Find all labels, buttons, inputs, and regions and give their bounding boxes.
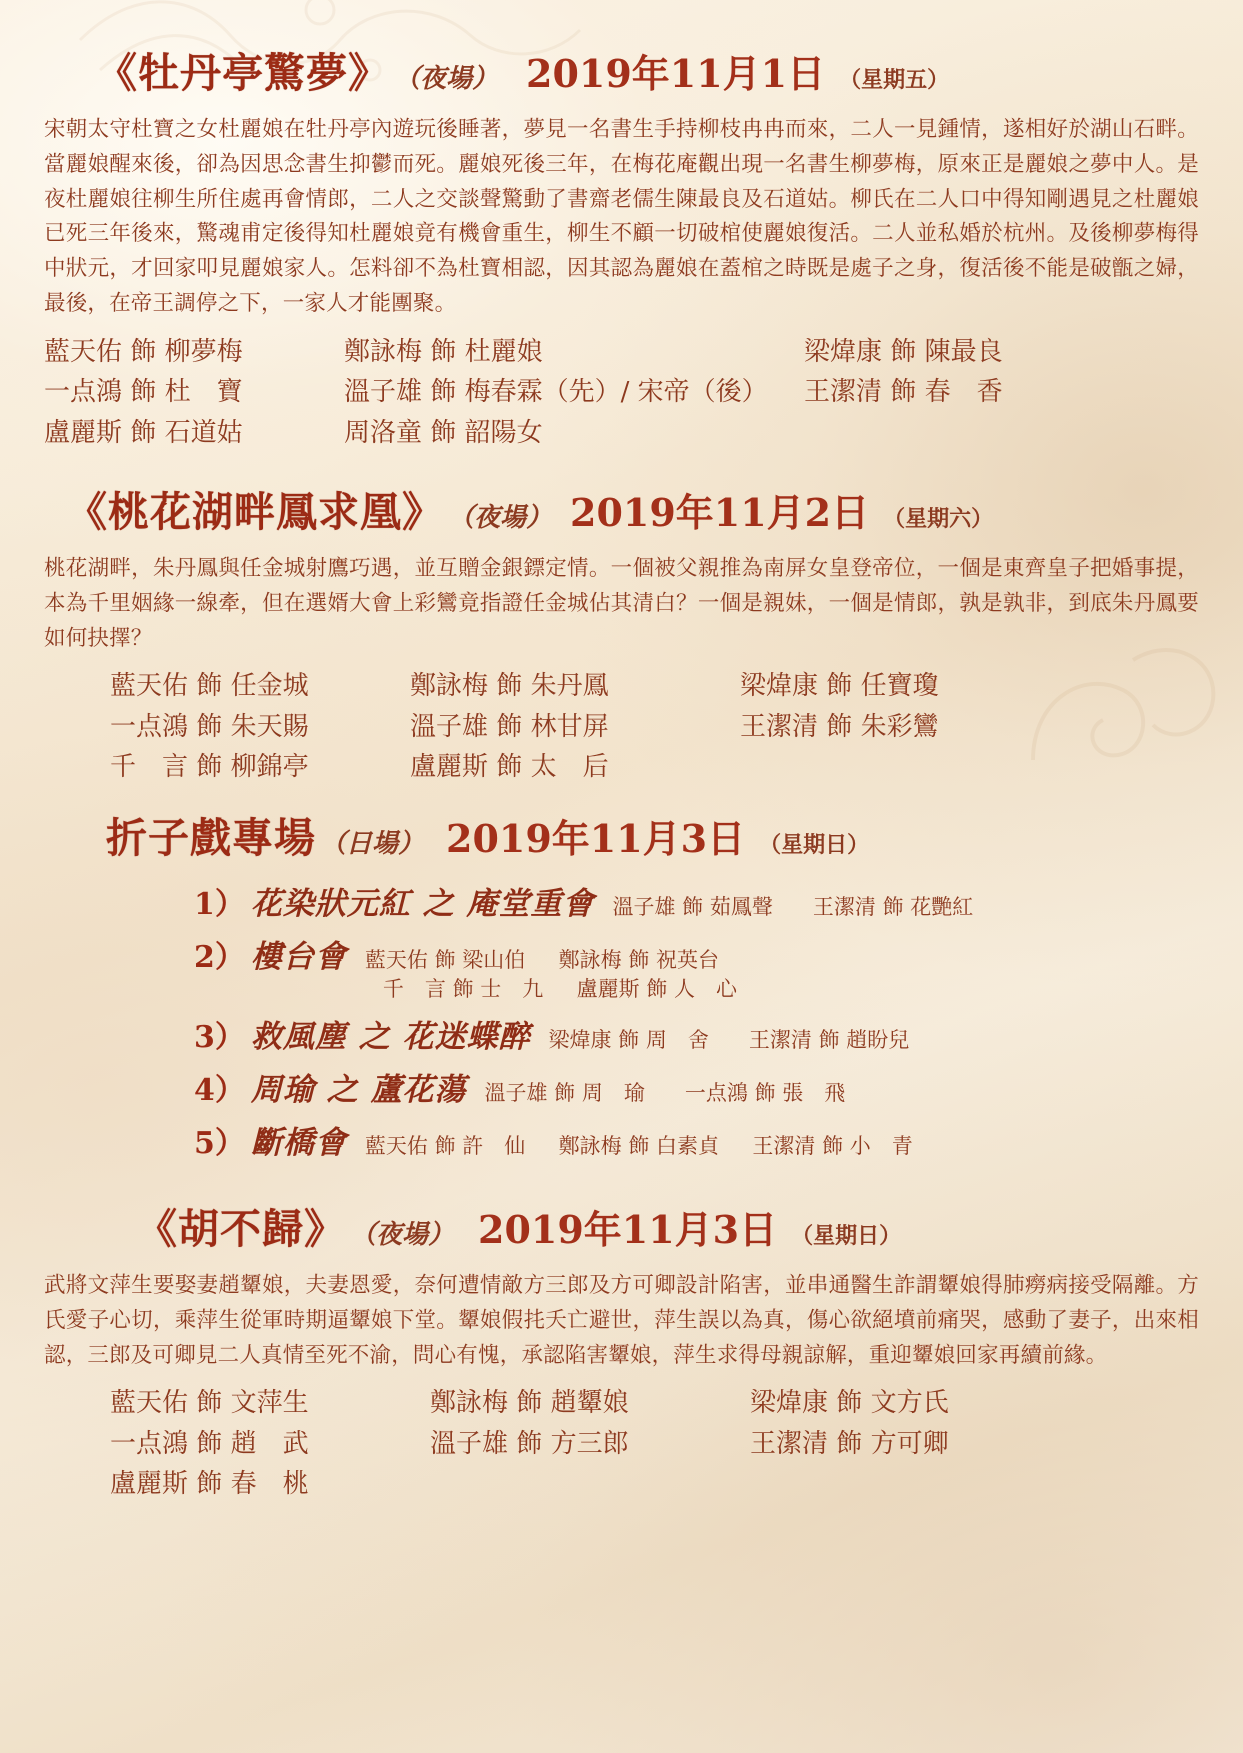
cast-role: 朱天賜: [230, 711, 309, 742]
cast-entry: [740, 707, 939, 747]
cast-actor: 溫子雄: [430, 1428, 509, 1459]
item-name: 樓台會: [250, 939, 347, 976]
cast-row: [44, 666, 1199, 706]
cast-actor: 一点鴻: [684, 1080, 748, 1105]
cast-verb: 飾: [130, 377, 157, 408]
cast-actor: 千 言: [382, 976, 446, 1001]
cast-role: 許 仙: [462, 1133, 526, 1158]
cast-role: 白素貞: [656, 1133, 720, 1158]
cast-role: 韶陽女: [464, 417, 543, 448]
item-cast: [365, 1132, 913, 1160]
cast-verb: 飾: [826, 671, 853, 702]
cast-actor: 鄭詠梅: [430, 1388, 509, 1419]
cast-verb: 飾: [890, 377, 917, 408]
show-title-row: [44, 479, 1199, 538]
cast-actor: 盧麗斯: [110, 1469, 189, 1499]
cast-verb: 飾: [196, 1388, 223, 1419]
cast-role: 柳錦亭: [230, 751, 309, 782]
cast-role: 石道姑: [164, 417, 243, 448]
cast-role: 趙 武: [230, 1428, 309, 1459]
cast-entry: [110, 747, 410, 787]
cast-role: 小 青: [849, 1133, 913, 1158]
cast-actor: 一点鴻: [44, 377, 123, 408]
cast-role: 方可卿: [870, 1428, 949, 1459]
cast-role: 方三郎: [550, 1428, 629, 1459]
show-title: 《牡丹亭驚夢》: [96, 49, 390, 97]
show-session: （日場）: [320, 829, 425, 860]
list-item: [44, 1011, 1199, 1056]
cast-entry: [110, 707, 410, 747]
show-weekday: （星期六）: [883, 505, 994, 532]
cast-actor: 藍天佑: [44, 336, 123, 367]
cast-actor: 梁煒康: [740, 671, 819, 702]
cast-verb: 飾: [196, 751, 223, 782]
show-weekday: （星期日）: [791, 1222, 902, 1249]
show-date: 2019年11月2日: [570, 489, 870, 535]
cast-verb: 飾: [130, 336, 157, 367]
cast-verb: 飾: [826, 711, 853, 742]
show-title: 折子戲專場: [106, 814, 316, 863]
cast-actor: 藍天佑: [364, 948, 428, 973]
cast-entry: [344, 332, 804, 372]
show-date: 2019年11月3日: [446, 816, 746, 862]
cast-role: 張 飛: [782, 1080, 846, 1105]
cast-entry: [410, 666, 740, 706]
item-name: 周瑜 之 蘆花蕩: [250, 1071, 467, 1108]
show-title: 《桃花湖畔鳳求凰》: [66, 487, 444, 536]
cast-row: [44, 332, 1199, 372]
cast-verb: 飾: [196, 1428, 223, 1459]
item-cast: [612, 893, 973, 921]
cast-verb: 飾: [430, 336, 457, 367]
cast-role: 文萍生: [230, 1388, 309, 1419]
cast-role: 祝英台: [656, 948, 720, 973]
cast-role: 杜 寶: [164, 377, 243, 408]
cast-entry: [110, 1424, 430, 1464]
cast-verb: 飾: [434, 948, 456, 973]
cast-verb: 飾: [452, 976, 474, 1001]
cast-role: 柳夢梅: [164, 336, 243, 367]
cast-entry: [750, 1424, 949, 1464]
cast-actor: 盧麗斯: [44, 417, 123, 448]
cast-entry: [430, 1424, 750, 1464]
show-title-row: [44, 805, 1199, 864]
item-cast-row2: [365, 975, 737, 1003]
cast-actor: 周洛童: [344, 417, 423, 448]
cast-role: 朱丹鳳: [530, 671, 609, 702]
show-section-3: [44, 805, 1199, 1162]
show-title-row: [44, 40, 1199, 99]
cast-actor: 溫子雄: [344, 377, 423, 408]
cast-verb: 飾: [516, 1428, 543, 1459]
show-synopsis: 桃花湖畔，朱丹鳳與任金城射鷹巧遇，並互贈金銀鏢定情。一個被父親推為南屏女皇登帝位，一個是東齊皇子把婚事提，本為千里姻緣一線牽，但在選婿大會上彩鸞竟指證任金城佔其清白？一個是親妹，一個是情郎，孰是孰非，到底朱丹鳳要如何抉擇？: [44, 555, 1199, 651]
cast-verb: 飾: [628, 1133, 650, 1158]
cast-entry: [740, 666, 939, 706]
cast-verb: 飾: [822, 1133, 844, 1158]
cast-role: 士 九: [480, 976, 544, 1001]
cast-verb: 飾: [496, 671, 523, 702]
show-session: （夜場）: [350, 1219, 455, 1250]
cast-role: 春 桃: [230, 1469, 309, 1499]
item-number: 3）: [194, 1019, 245, 1055]
list-item: [44, 931, 1199, 1003]
cast-actor: 溫子雄: [410, 711, 489, 742]
show-title-row: [44, 1196, 1199, 1255]
cast-actor: 藍天佑: [110, 671, 189, 702]
show-section-2: [44, 479, 1199, 787]
cast-entry: [410, 747, 609, 787]
cast-actor: 王潔清: [752, 1133, 816, 1158]
cast-entry: [410, 707, 740, 747]
cast-role: 周 瑜: [581, 1080, 645, 1105]
cast-row: [44, 747, 1199, 787]
item-number: 2）: [194, 940, 245, 976]
item-number: 4）: [194, 1072, 245, 1108]
cast-role: 文方氏: [870, 1388, 949, 1419]
item-number: 5）: [194, 1125, 245, 1161]
cast-verb: 飾: [196, 711, 223, 742]
item-cast: [548, 1026, 909, 1054]
cast-actor: 王潔清: [750, 1428, 829, 1459]
cast-verb: 飾: [196, 1469, 223, 1499]
cast-verb: 飾: [682, 895, 704, 920]
cast-role: 人 心: [674, 976, 738, 1001]
cast-entry: [750, 1383, 949, 1423]
cast-entry: [44, 332, 344, 372]
cast-row: [44, 1424, 1199, 1464]
cast-actor: 藍天佑: [110, 1388, 189, 1419]
item-name: 花染狀元紅 之 庵堂重會: [250, 886, 595, 923]
cast-actor: 梁煒康: [750, 1388, 829, 1419]
cast-entry: [344, 413, 543, 453]
cast-verb: 飾: [754, 1080, 776, 1105]
list-item: [44, 1117, 1199, 1162]
cast-verb: 飾: [628, 948, 650, 973]
cast-role: 梁山伯: [462, 948, 526, 973]
cast-verb: 飾: [434, 1133, 456, 1158]
show-section-1: [44, 40, 1199, 453]
cast-actor: 溫子雄: [612, 895, 676, 920]
cast-verb: 飾: [818, 1027, 840, 1052]
cast-entry: [804, 372, 1003, 412]
cast-verb: 飾: [496, 751, 523, 782]
show-weekday: （星期日）: [759, 832, 870, 859]
cast-row: [44, 1464, 1199, 1504]
cast-actor: 王潔清: [812, 895, 876, 920]
list-item: [44, 1064, 1199, 1109]
cast-block: [44, 332, 1199, 453]
cast-role: 林甘屏: [530, 711, 609, 742]
show-date: 2019年11月1日: [526, 51, 826, 96]
excerpt-list: [44, 878, 1199, 1162]
cast-role: 杜麗娘: [464, 336, 543, 367]
cast-actor: 千 言: [110, 751, 189, 782]
cast-verb: 飾: [130, 417, 157, 448]
cast-entry: [110, 1383, 430, 1423]
cast-actor: 溫子雄: [484, 1080, 548, 1105]
cast-row: [44, 372, 1199, 412]
cast-role: 任金城: [230, 671, 309, 702]
cast-entry: [344, 372, 804, 412]
show-title: 《胡不歸》: [136, 1204, 346, 1253]
cast-role: 春 香: [924, 377, 1003, 408]
cast-actor: 一点鴻: [110, 711, 189, 742]
cast-entry: [430, 1383, 750, 1423]
cast-verb: 飾: [196, 671, 223, 702]
item-number: 1）: [194, 887, 245, 923]
cast-role: 茹鳳聲: [709, 895, 773, 920]
cast-role: 太 后: [530, 751, 609, 782]
cast-role: 梅春霖（先）/ 宋帝（後）: [464, 377, 768, 408]
cast-role: 花艷紅: [910, 895, 974, 920]
cast-row: [44, 1383, 1199, 1423]
cast-actor: 藍天佑: [364, 1133, 428, 1158]
cast-block: [44, 666, 1199, 787]
cast-actor: 王潔清: [740, 711, 819, 742]
cast-actor: 鄭詠梅: [558, 1133, 622, 1158]
cast-verb: 飾: [554, 1080, 576, 1105]
show-synopsis: 武將文萍生要娶妻趙顰娘，夫妻恩愛，奈何遭情敵方三郎及方可卿設計陷害，並串通醫生詐謂顰娘得肺癆病接受隔離。方氏愛子心切，乘萍生從軍時期逼顰娘下堂。顰娘假扥夭亡避世，萍生誤以為真，傷心欲絕墳前痛哭，感動了妻子，出來相認，三郎及可卿見二人真情至死不渝，問心有愧，承認陷害顰娘，萍生求得母親諒解，重迎顰娘回家再續前緣。: [44, 1272, 1199, 1368]
show-synopsis: 宋朝太守杜寶之女杜麗娘在牡丹亭內遊玩後睡著，夢見一名書生手持柳枝冉冉而來，二人一見鍾情，遂相好於湖山石畔。當麗娘醒來後，卻為因思念書生抑鬱而死。麗娘死後三年，在梅花庵觀出現一名書生柳夢梅，原來正是麗娘之夢中人。是夜杜麗娘往柳生所住處再會情郎，二人之交談聲驚動了書齋老儒生陳最良及石道姑。柳氏在二人口中得知剛遇見之杜麗娘已死三年後來，驚魂甫定後得知杜麗娘竟有機會重生，柳生不顧一切破棺使麗娘復活。二人並私婚於杭州。及後柳夢梅得中狀元，才回家叩見麗娘家人。怎料卻不為杜寶相認，因其認為麗娘在蓋棺之時既是處子之身，復活後不能是破甑之婦，最後，在帝王調停之下，一家人才能團聚。: [44, 117, 1199, 317]
cast-actor: 鄭詠梅: [410, 671, 489, 702]
cast-actor: 一点鴻: [110, 1428, 189, 1459]
cast-entry: [44, 413, 344, 453]
item-name: 斷橋會: [250, 1124, 347, 1161]
cast-verb: 飾: [882, 895, 904, 920]
cast-verb: 飾: [496, 711, 523, 742]
cast-entry: [110, 666, 410, 706]
show-date: 2019年11月3日: [478, 1206, 778, 1252]
cast-actor: 梁煒康: [804, 336, 883, 367]
cast-role: 趙盼兒: [846, 1027, 910, 1052]
cast-entry: [804, 332, 1003, 372]
cast-entry: [110, 1464, 309, 1504]
show-session: （夜場）: [448, 502, 553, 533]
cast-actor: 王潔清: [804, 377, 883, 408]
item-cast: [484, 1079, 845, 1107]
cast-entry: [44, 372, 344, 412]
cast-verb: 飾: [836, 1428, 863, 1459]
cast-actor: 梁煒康: [548, 1027, 612, 1052]
cast-verb: 飾: [836, 1388, 863, 1419]
item-cast: [365, 946, 737, 1003]
item-name: 救風塵 之 花迷蝶醉: [250, 1018, 531, 1055]
cast-actor: 鄭詠梅: [558, 948, 622, 973]
list-item: [44, 878, 1199, 923]
cast-block: [44, 1383, 1199, 1504]
cast-actor: 王潔清: [748, 1027, 812, 1052]
cast-role: 趙顰娘: [550, 1388, 629, 1419]
cast-role: 任寶瓊: [860, 671, 939, 702]
cast-verb: 飾: [618, 1027, 640, 1052]
show-section-4: [44, 1196, 1199, 1504]
cast-verb: 飾: [646, 976, 668, 1001]
show-weekday: （星期五）: [839, 67, 950, 93]
cast-role: 陳最良: [924, 336, 1003, 367]
cast-role: 朱彩鸞: [860, 711, 939, 742]
cast-role: 周 舍: [645, 1027, 709, 1052]
cast-actor: 鄭詠梅: [344, 336, 423, 367]
cast-verb: 飾: [890, 336, 917, 367]
cast-actor: 盧麗斯: [576, 976, 640, 1001]
cast-row: [44, 413, 1199, 453]
cast-actor: 盧麗斯: [410, 751, 489, 782]
cast-verb: 飾: [516, 1388, 543, 1419]
cast-row: [44, 707, 1199, 747]
cast-verb: 飾: [430, 377, 457, 408]
cast-verb: 飾: [430, 417, 457, 448]
show-session: （夜場）: [394, 64, 499, 94]
